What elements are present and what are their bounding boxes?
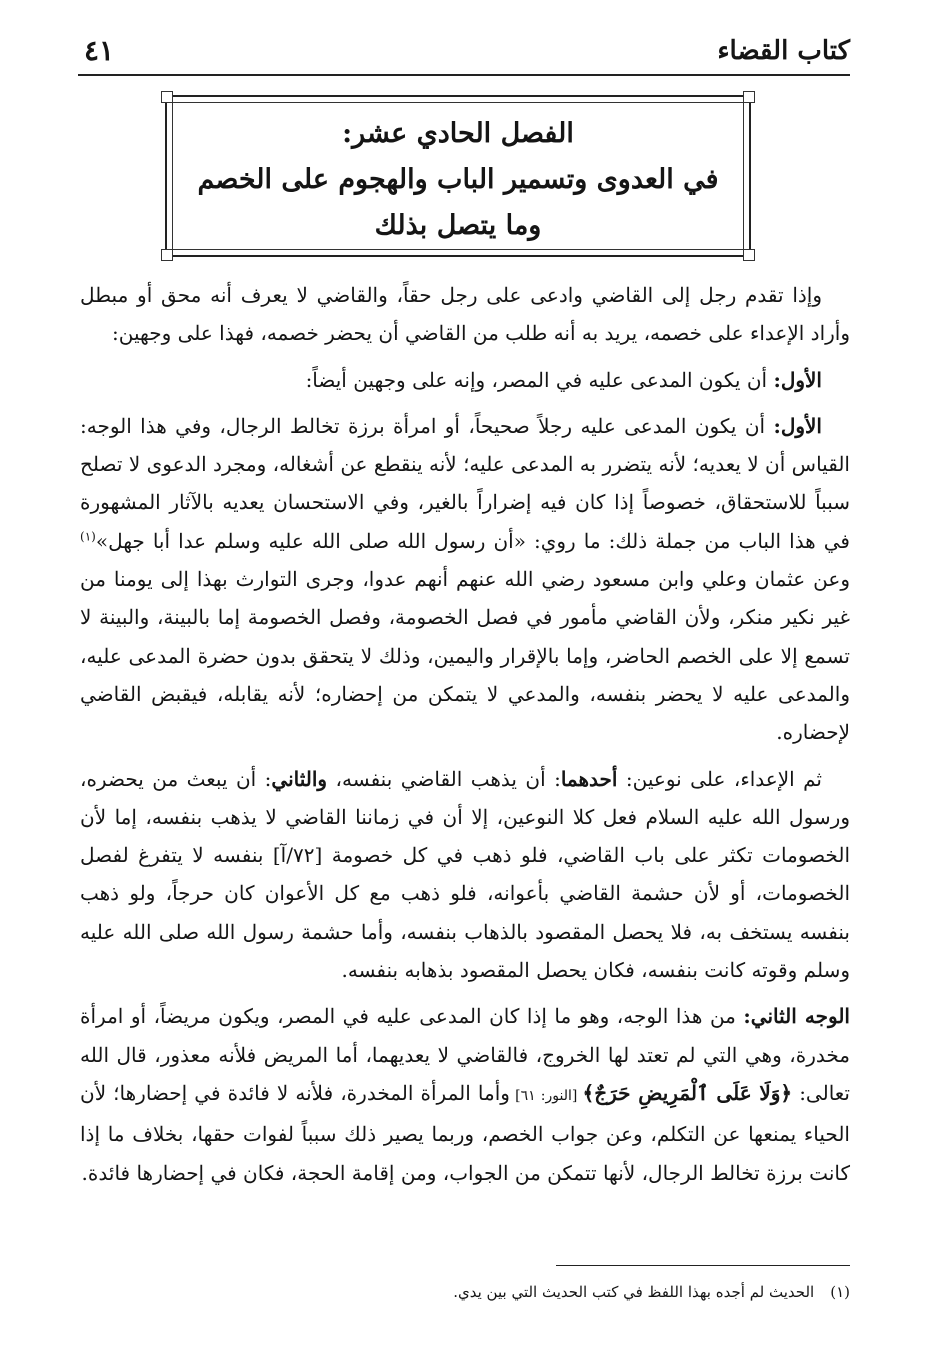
footnote-text: الحديث لم أجده بهذا اللفظ في كتب الحديث التي بين يدي. [453, 1283, 815, 1301]
main-text [80, 276, 850, 1200]
paragraph-text: وأما المرأة المخدرة، فلأنه لا فائدة في إحضارها؛ لأن الحياء يمنعها عن التكلم، وعن جواب الخصم، وربما يصير ذلك سبباً لفوات حقها، بخلاف ما إذا كانت برزة تخالط الرجال، لأنها تتمكن من الجواب، ومن إقامة الحجة، فكان في إحضارها فائدة. [80, 1080, 850, 1185]
chapter-title-frame [165, 95, 751, 257]
paragraph-text: وإذا تقدم رجل إلى القاضي وادعى على رجل حقاً، والقاضي لا يعرف أنه محق أو مبطل وأراد الإعداء على خصمه، يريد به أنه طلب من القاضي أن يحضر خصمه، فهذا على وجهين: [80, 283, 850, 346]
verse-citation: [النور: ٦١] [509, 1087, 583, 1104]
chapter-title [177, 111, 739, 249]
paragraph-text: : أن يذهب القاضي بنفسه، [327, 766, 561, 791]
book-title: كتاب القضاء [717, 36, 850, 66]
paragraph-text: وعن عثمان وعلي وابن مسعود رضي الله عنهم أنهم عدوا، وجرى التوارث بهذا إلى يومنا من غير نكير منكر، ولأن القاضي مأمور في فصل الخصومة، وفصل الخصومة إما بالبينة، والبينة لا تسمع إلا على الخصم الحاضر، وإما بالإقرار واليمين، وذلك لا يتحقق بدون حضرة المدعى عليه، والمدعى عليه لا يحضر بنفسه، والمدعي لا يتمكن من إحضاره؛ لأنه يقابله، فيقبض القاضي لإحضاره. [80, 567, 850, 745]
paragraph-text: أن يكون المدعى عليه رجلاً صحيحاً، أو امرأة برزة تخالط الرجال، وفي هذا الوجه: القياس أن لا يعديه؛ لأنه يتضرر به المدعى عليه؛ لأنه ينقطع عن أشغاله، ومجرد الدعوى لا تصلح سبباً للاستحقاق، خصوصاً إذا كان فيه إضراراً بالغير، وفي الاستحسان يعديه بالآثار المشهورة في هذا الباب من جملة ذلك: ما روي: «أن رسول الله صلى الله عليه وسلم عدا أبا جهل» [80, 413, 850, 553]
frame-corner-ornament [743, 91, 755, 103]
term-label: والثاني [271, 766, 328, 791]
paragraph [80, 760, 850, 990]
footnote-reference[interactable]: (١) [80, 529, 96, 544]
paragraph [80, 361, 850, 399]
term-label: أحدهما [560, 766, 618, 791]
running-header [78, 32, 850, 76]
paragraph-text: : أن يبعث من يحضره، ورسول الله عليه السلام فعل كلا النوعين، إلا أن في زماننا القاضي لا يذهب بنفسه، إما لأن الخصومات تكثر على باب القاضي، فلو ذهب في كل خصومة [٧٢/آ] بنفسه لا يتفرغ لفصل الخصومات، أو لأن حشمة القاضي بأعوانه، فلو ذهب مع كل الأعوان كان حرجاً، ولو ذهب بنفسه يستخف به، فلا يحصل المقصود بالذهاب بنفسه، وأما حشمة رسول الله صلى الله عليه وسلم وقوته كانت بنفسه، فكان يحصل المقصود بذهابه بنفسه. [80, 766, 850, 983]
frame-corner-ornament [161, 249, 173, 261]
paragraph-text: من هذا الوجه، وهو ما إذا كان المدعى عليه في المصر، ويكون مريضاً، أو امرأة مخدرة، وهي التي لم تعتد لها الخروج، فالقاضي لا يعديهما، أما المريض فلأنه معذور، قال الله تعالى: [80, 1004, 851, 1105]
page-number: ٤١ [84, 34, 115, 67]
term-label: الأول: [773, 367, 822, 392]
paragraph [80, 997, 850, 1191]
paragraph-text: ثم الإعداء، على نوعين: [617, 766, 822, 791]
header-rule [78, 74, 850, 76]
term-label: الوجه الثاني: [743, 1004, 850, 1029]
footnote-number: (١) [830, 1283, 850, 1301]
term-label: الأول: [773, 413, 822, 438]
chapter-title-line: في العدوى وتسمير الباب والهجوم على الخصم [197, 164, 719, 195]
footnote-separator [556, 1265, 850, 1266]
paragraph-text: أن يكون المدعى عليه في المصر، وإنه على وجهين أيضاً: [305, 367, 774, 392]
paragraph [80, 407, 850, 752]
chapter-title-line: الفصل الحادي عشر: [342, 118, 574, 149]
frame-corner-ornament [743, 249, 755, 261]
chapter-title-line: وما يتصل بذلك [374, 210, 542, 241]
footnote [150, 1278, 850, 1306]
paragraph [80, 276, 850, 353]
quran-verse: ﴿وَلَا عَلَى ٱلْمَرِيضِ حَرَجٌ﴾ [582, 1080, 793, 1105]
frame-corner-ornament [161, 91, 173, 103]
